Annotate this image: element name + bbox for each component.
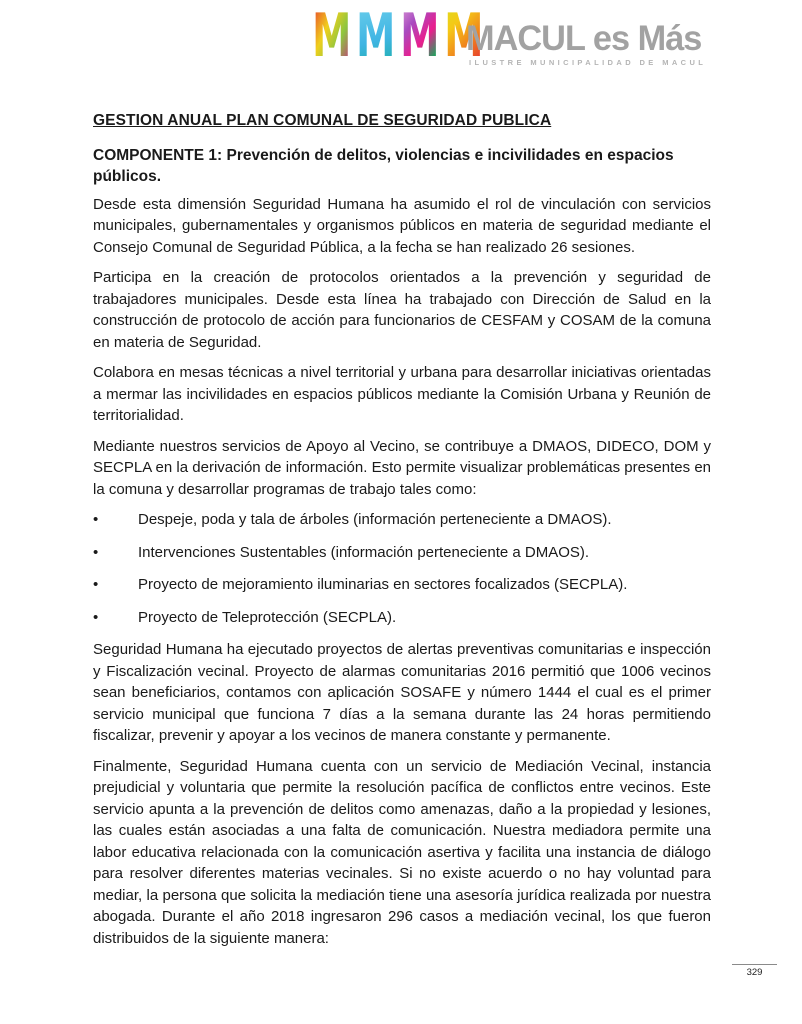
paragraph-4: Mediante nuestros servicios de Apoyo al Vecino, se contribuye a DMAOS, DIDECO, DOM y SECPLA en la derivación de información. Esto permite visualizar problemáticas presentes en la comuna y desarrollar programas de trabajo tales como: bbox=[93, 437, 711, 498]
list-item bbox=[93, 542, 711, 564]
paragraph-1: Desde esta dimensión Seguridad Humana ha asumido el rol de vinculación con servicios municipales, gubernamentales y organismos públicos en materia de seguridad mediante el Consejo Comunal de Seguridad Pública, a la fecha se han realizado 26 sesiones. bbox=[93, 195, 711, 256]
page-number: 329 bbox=[746, 967, 763, 978]
list-item-text: Proyecto de Teleprotección (SECPLA). bbox=[138, 608, 397, 626]
list-item-text: Intervenciones Sustentables (información perteneciente a DMAOS). bbox=[138, 543, 590, 561]
list-item bbox=[93, 509, 711, 531]
bullet-icon: • bbox=[93, 543, 99, 561]
paragraph-6: Finalmente, Seguridad Humana cuenta con un servicio de Mediación Vecinal, instancia prejudicial y voluntaria que permite la resolución pacífica de conflictos entre vecinos. Este servicio apunta a la prevención de delitos como amenazas, daño a la propiedad y lesiones, las cuales están asociadas a una falta de comunicación. Nuestra mediadora permite una labor educativa relacionada con la comunicación asertiva y facilita una instancia de diálogo para resolver diferentes materias vecinales. Si no existe acuerdo o no hay voluntad para mediar, la persona que solicita la mediación tiene una asesoría jurídica realizada por nuestra abogada. Durante el año 2018 ingresaron 296 casos a mediación vecinal, los que fueron distribuidos de la siguiente manera: bbox=[93, 757, 711, 947]
list-item bbox=[93, 607, 711, 629]
monogram-letter-m3: M bbox=[400, 1, 445, 71]
bullet-icon: • bbox=[93, 511, 99, 528]
list-item-text: Despeje, poda y tala de árboles (información perteneciente a DMAOS). bbox=[138, 511, 612, 528]
component-heading: COMPONENTE 1: Prevención de delitos, violencias e incivilidades en espacios públicos. bbox=[93, 146, 674, 185]
paragraph-5: Seguridad Humana ha ejecutado proyectos de alertas preventivas comunitarias e inspección y Fiscalización vecinal. Proyecto de alarmas comunitarias 2016 permitió que 1006 vecinos sean beneficiarios, contamos con aplicación SOSAFE y número 1444 el cual es el primer servicio municipal que funciona 7 días a la semana durante las 24 horas permitiendo fiscalizar, prevenir y apoyar a los vecinos de manera constante y permanente. bbox=[93, 641, 711, 744]
paragraph-3: Colabora en mesas técnicas a nivel territorial y urbana para desarrollar iniciativas orientadas a mermar las incivilidades en espacios públicos mediante la Comisión Urbana y Reunión de territorialidad. bbox=[93, 364, 711, 424]
paragraph-2: Participa en la creación de protocolos orientados a la prevención y seguridad de trabajadores municipales. Desde esta línea ha trabajado con Dirección de Salud en la construcción de protocolo de acción para funcionarios de CESFAM y COSAM de la comuna en materia de Seguridad. bbox=[93, 269, 711, 351]
monogram-letter-m1: M bbox=[312, 1, 357, 71]
logo-wordmark: MACUL es Más bbox=[466, 19, 702, 58]
page-footer bbox=[732, 964, 777, 978]
monogram-letter-m2: M bbox=[356, 1, 401, 71]
bullet-icon: • bbox=[93, 608, 99, 626]
document-body bbox=[93, 110, 711, 958]
logo-subtitle: ILUSTRE MUNICIPALIDAD DE MACUL bbox=[469, 58, 707, 67]
macul-monogram bbox=[312, 1, 489, 71]
bullet-list bbox=[93, 509, 711, 628]
list-item bbox=[93, 574, 711, 596]
document-title: GESTION ANUAL PLAN COMUNAL DE SEGURIDAD PUBLICA bbox=[93, 112, 552, 129]
list-item-text: Proyecto de mejoramiento iluminarias en sectores focalizados (SECPLA). bbox=[138, 576, 628, 593]
bullet-icon: • bbox=[93, 576, 99, 593]
monogram-letter-m4: M bbox=[444, 1, 489, 71]
macul-logo bbox=[0, 0, 802, 90]
